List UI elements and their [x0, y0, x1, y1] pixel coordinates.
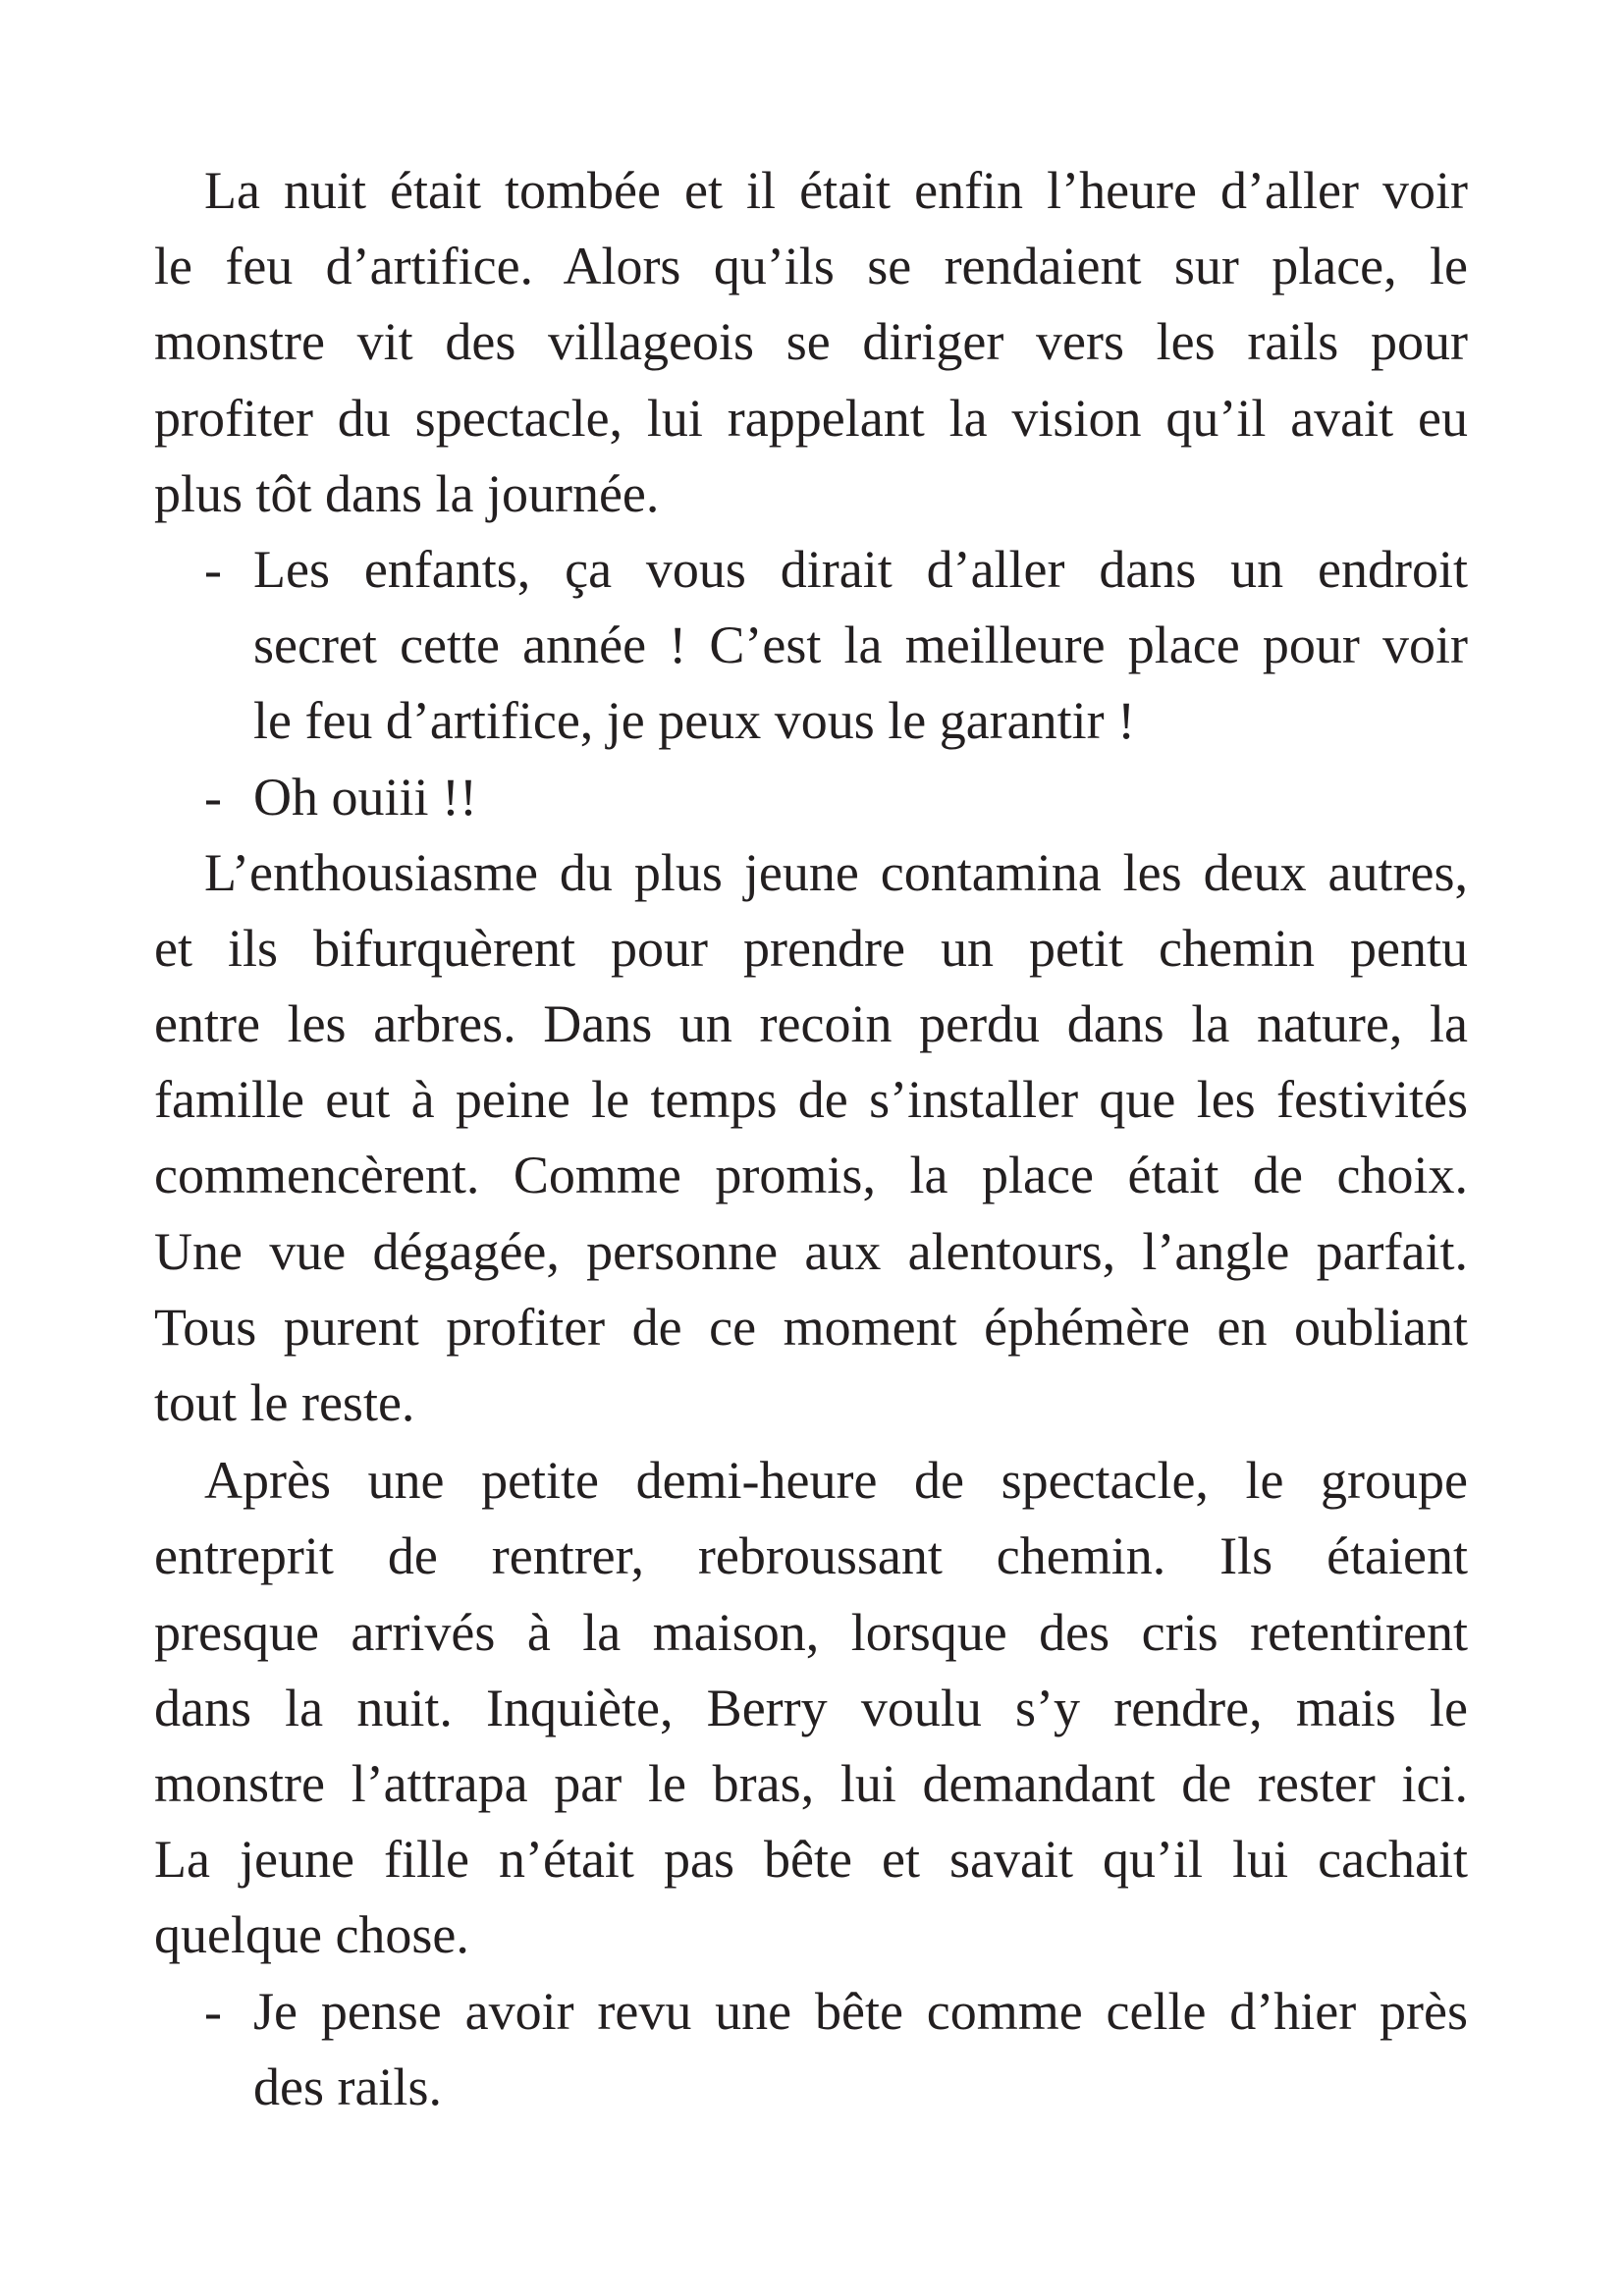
text-line: le feu d’artifice. Alors qu’ils se rendaient sur place, le	[154, 237, 1468, 296]
page-text	[154, 153, 1468, 2125]
text-line: Les enfants, ça vous dirait d’aller dans un endroit	[253, 539, 1468, 599]
text-line: entre les arbres. Dans un recoin perdu dans la nature, la	[154, 994, 1468, 1054]
dialogue-dash: -	[204, 1981, 222, 2041]
paragraph-3	[154, 1443, 1468, 1973]
dialogue-dash: -	[204, 767, 222, 827]
text-line: Après une petite demi-heure de spectacle, le groupe	[204, 1451, 1468, 1511]
text-line: La jeune fille n’était pas bête et savait qu’il lui cachait	[154, 1830, 1468, 1890]
text-line: des rails.	[253, 2056, 442, 2116]
text-line: Oh ouiii !!	[253, 767, 477, 827]
text-line: tout le reste.	[154, 1373, 415, 1432]
text-line: Une vue dégagée, personne aux alentours, l’angle parfait.	[154, 1221, 1468, 1281]
text-line: Tous purent profiter de ce moment éphémère en oubliant	[154, 1297, 1468, 1357]
text-line: famille eut à peine le temps de s’installer que les festivités	[154, 1070, 1468, 1130]
dialogue-dash: -	[204, 539, 222, 599]
text-line: et ils bifurquèrent pour prendre un petit chemin pentu	[154, 918, 1468, 978]
dialogue-2	[154, 760, 1468, 835]
text-line: L’enthousiasme du plus jeune contamina les deux autres,	[204, 842, 1468, 902]
text-line: monstre l’attrapa par le bras, lui demandant de rester ici.	[154, 1753, 1468, 1813]
paragraph-1	[154, 153, 1468, 532]
text-line: commencèrent. Comme promis, la place était de choix.	[154, 1146, 1468, 1205]
text-line: secret cette année ! C’est la meilleure place pour voir	[253, 615, 1468, 675]
text-line: le feu d’artifice, je peux vous le garantir !	[253, 691, 1136, 751]
paragraph-2	[154, 835, 1468, 1442]
text-line: La nuit était tombée et il était enfin l’heure d’aller voir	[204, 161, 1468, 220]
dialogue-1	[154, 532, 1468, 760]
text-line: dans la nuit. Inquiète, Berry voulu s’y rendre, mais le	[154, 1678, 1468, 1737]
text-line: quelque chose.	[154, 1905, 469, 1965]
text-line: plus tôt dans la journée.	[154, 463, 660, 523]
dialogue-3	[154, 1974, 1468, 2125]
text-line: presque arrivés à la maison, lorsque des cris retentirent	[154, 1602, 1468, 1662]
text-line: entreprit de rentrer, rebroussant chemin. Ils étaient	[154, 1526, 1468, 1586]
text-line: monstre vit des villageois se diriger vers les rails pour	[154, 312, 1468, 372]
text-line: profiter du spectacle, lui rappelant la vision qu’il avait eu	[154, 388, 1468, 448]
text-line: Je pense avoir revu une bête comme celle d’hier près	[253, 1981, 1468, 2041]
